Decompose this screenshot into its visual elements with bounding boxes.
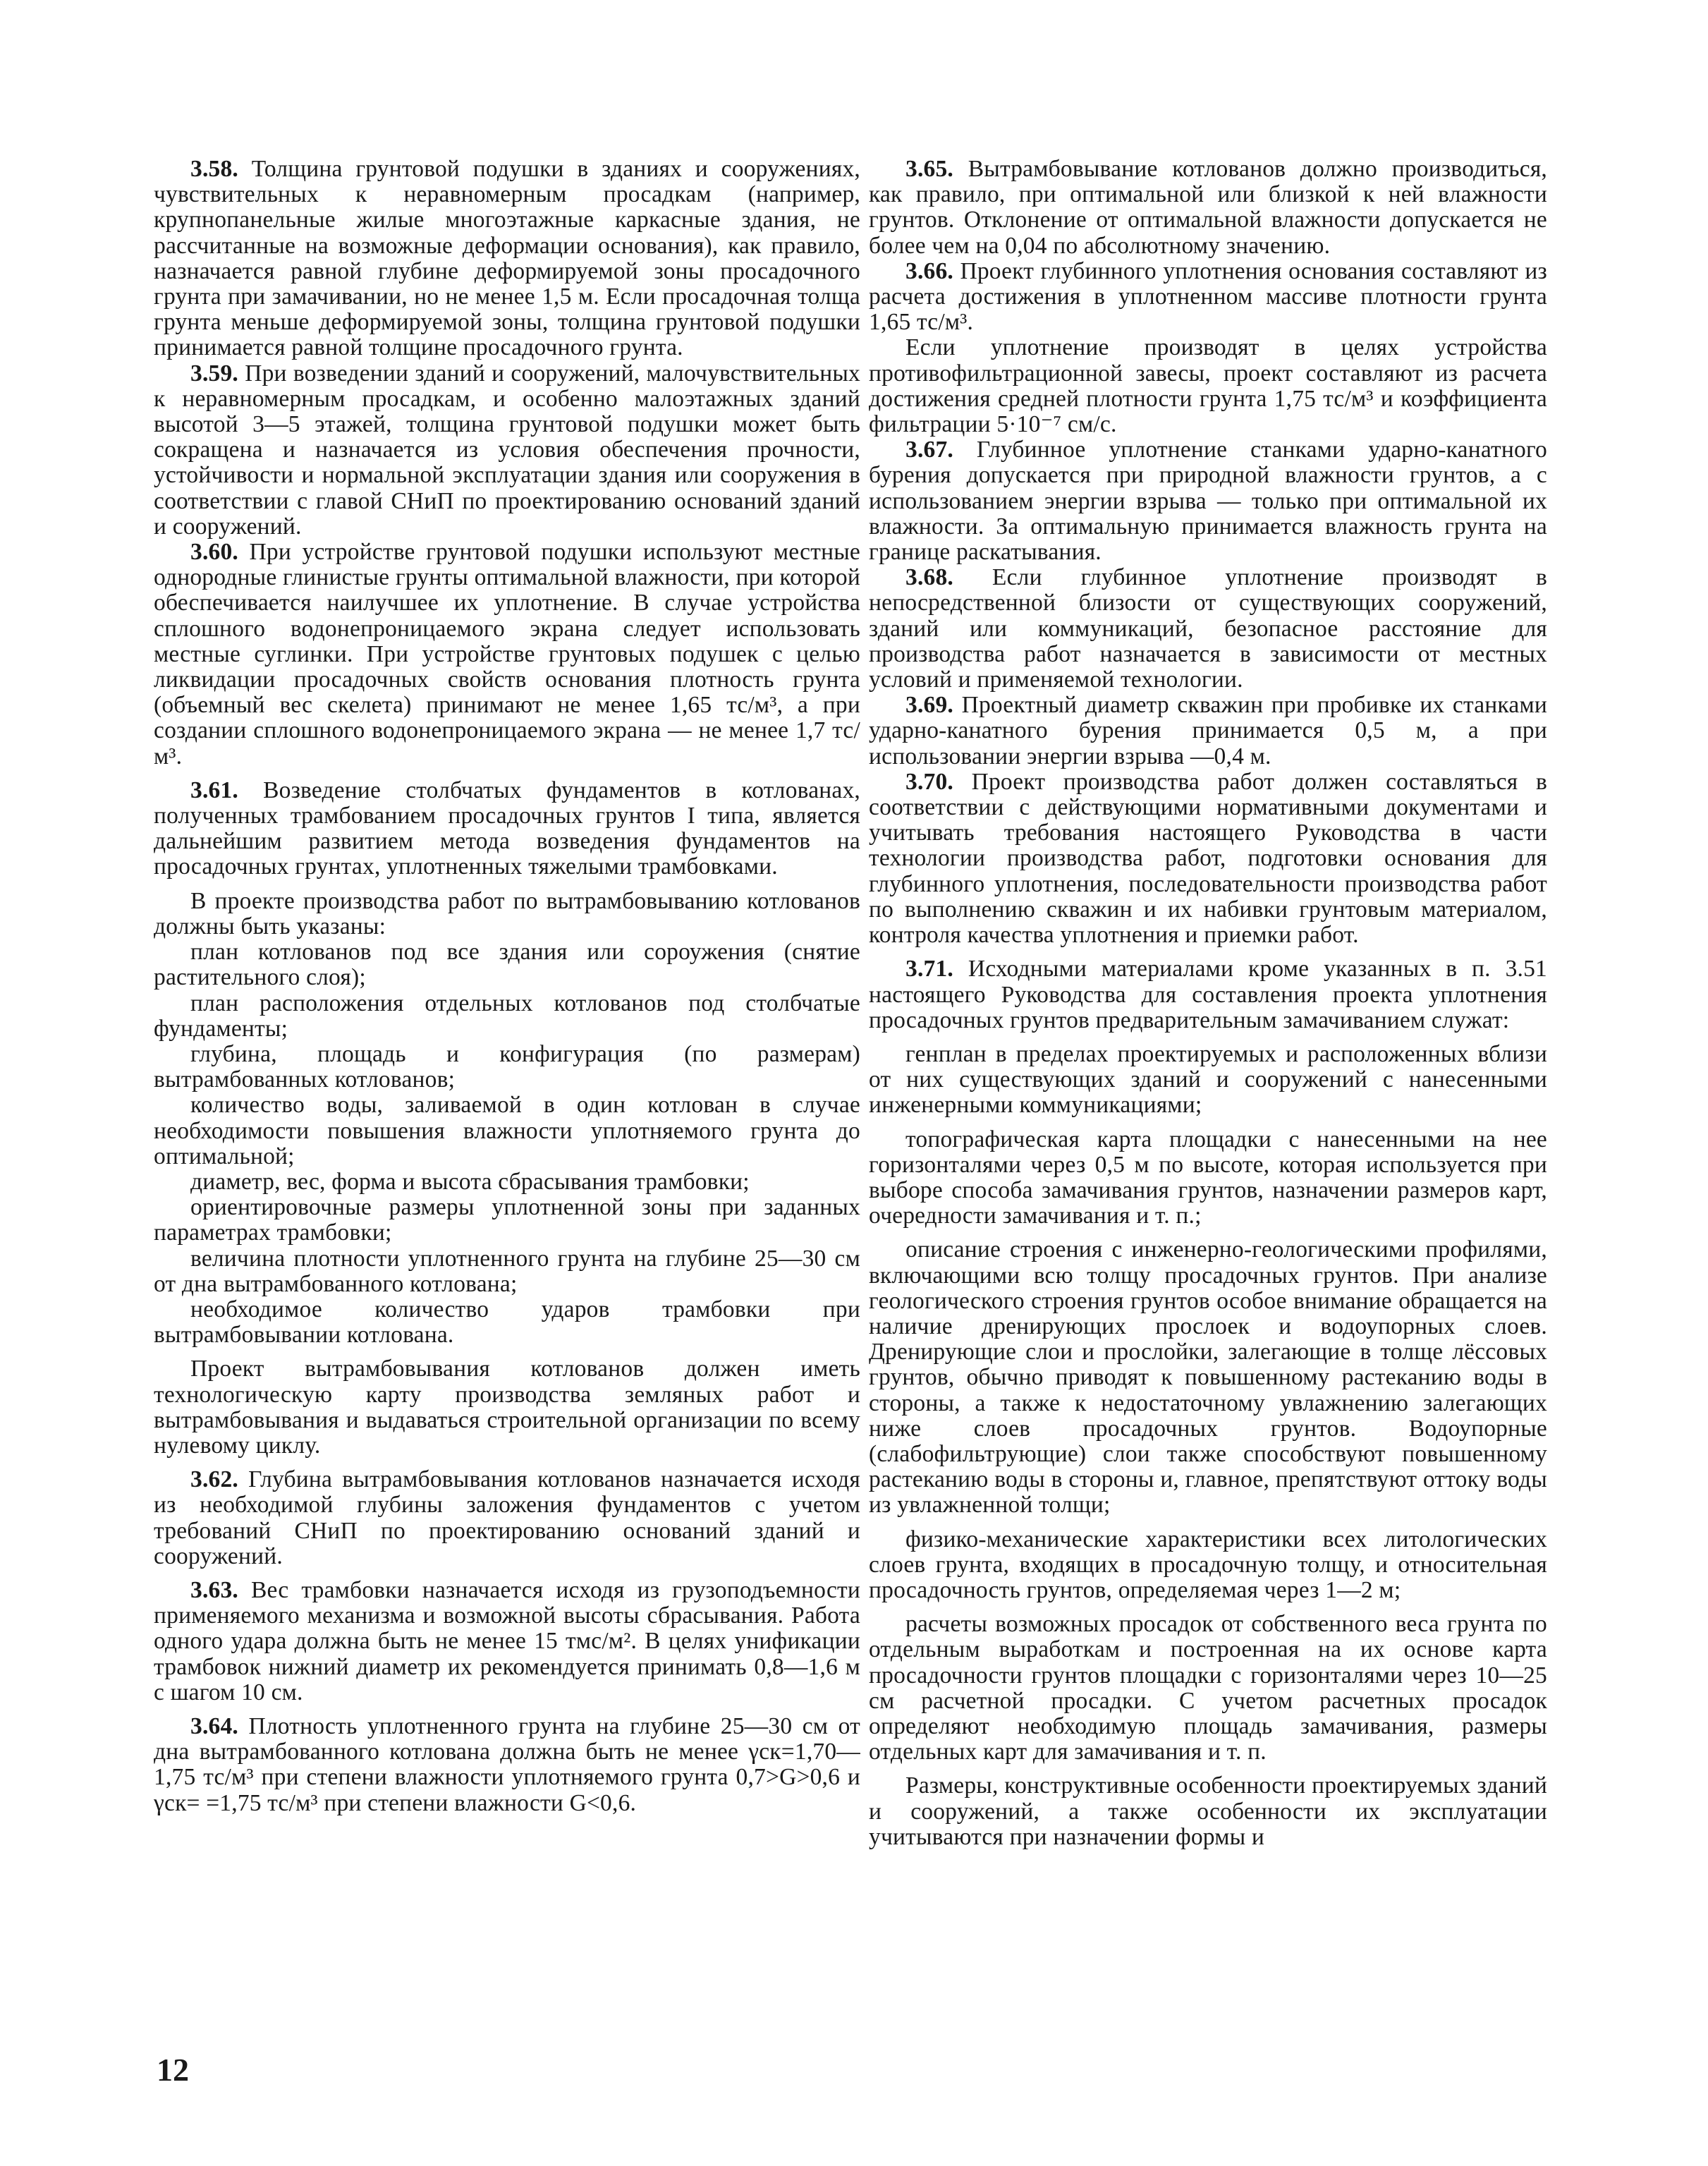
list-item-text: топографическая карта площадки с нанесенными на нее горизонталями через 0,5 м по высоте, которая используется при выборе способа замачивания грунтов, назначении размеров карт, очередности замачивания и т. п.; bbox=[869, 1126, 1547, 1229]
clause-number: 3.59. bbox=[190, 360, 238, 387]
paragraph-3-58 bbox=[154, 157, 860, 361]
paragraph-project-map bbox=[154, 1356, 860, 1459]
paragraph-3-68 bbox=[869, 565, 1547, 693]
list-item bbox=[154, 1169, 860, 1195]
clause-number: 3.67. bbox=[905, 437, 953, 463]
paragraph-3-63 bbox=[154, 1578, 860, 1705]
paragraph-text: Исходными материалами кроме указанных в п. 3.51 настоящего Руководства для составления проекта уплотнения просадочных грунтов предварительным замачиванием служат: bbox=[869, 956, 1547, 1033]
paragraph-text: Плотность уплотненного грунта на глубине 25—30 см от дна вытрамбованного котлована должна быть не менее γск=1,70—1,75 тс/м³ при степени влажности уплотняемого грунта 0,7>G>0,6 и γск= =1,75 тс/м³ при степени влажности G<0,6. bbox=[154, 1712, 861, 1816]
list-item-text: диаметр, вес, форма и высота сбрасывания трамбовки; bbox=[190, 1168, 750, 1195]
list-item-text: глубина, площадь и конфигурация (по размерам) вытрамбованных котлованов; bbox=[154, 1040, 860, 1093]
paragraph-text: Проектный диаметр скважин при пробивке их станками ударно-канатного бурения принимается 0,5 м, а при использовании энергии взрыва —0,4 м. bbox=[869, 692, 1547, 769]
clause-number: 3.62. bbox=[190, 1466, 238, 1493]
clause-number: 3.63. bbox=[190, 1576, 238, 1603]
paragraph-3-59 bbox=[154, 361, 860, 540]
list-item bbox=[154, 1195, 860, 1246]
list-item-text: генплан в пределах проектируемых и расположенных вблизи от них существующих зданий и сооружений с нанесенными инженерными коммуникациями; bbox=[869, 1040, 1547, 1119]
paragraph-text: Проект производства работ должен составляться в соответствии с действующими нормативными документами и учитывать требования настоящего Руководства в части технологии производства работ, подготовки основания для глубинного уплотнения, последовательности производства работ по выполнению скважин и их набивки грунтовым материалом, контроля качества уплотнения и приемки работ. bbox=[869, 768, 1547, 949]
list-item bbox=[154, 1042, 860, 1093]
clause-number: 3.60. bbox=[190, 539, 238, 566]
paragraph-3-60 bbox=[154, 540, 860, 769]
list-item-text: величина плотности уплотненного грунта на глубине 25—30 см от дна вытрамбованного котлована; bbox=[154, 1245, 860, 1297]
list-item-text: описание строения с инженерно-геологическими профилями, включающими всю толщу просадочных грунтов. При анализе геологического строения грунтов особое внимание обращается на наличие дренирующих прослоек и водоупорных слоев. Дренирующие слои и прослойки, залегающие в толще лёссовых грунтов, обычно приводят к повышенному растеканию воды в стороны, а также к недостаточному увлажнению залегающих ниже слоев просадочных грунтов. Водоупорные (слабофильтрующие) слои также способствуют повышенному растеканию воды в стороны и, главное, препятствуют оттоку воды из увлажненной толщи; bbox=[869, 1236, 1547, 1519]
left-column bbox=[154, 157, 860, 1816]
clause-number: 3.66. bbox=[905, 257, 953, 284]
clause-number: 3.71. bbox=[905, 956, 953, 982]
page-number: 12 bbox=[157, 2052, 189, 2088]
list-item-text: необходимое количество ударов трамбовки при вытрамбовывании котлована. bbox=[154, 1296, 860, 1349]
clause-number: 3.61. bbox=[190, 777, 238, 803]
paragraph-3-67 bbox=[869, 437, 1547, 565]
paragraph-text: Глубина вытрамбовывания котлованов назначается исходя из необходимой глубины заложения фундаментов с учетом требований СНиП по проектированию оснований зданий и сооружений. bbox=[154, 1466, 860, 1569]
clause-number: 3.69. bbox=[905, 692, 953, 719]
clause-number: 3.70. bbox=[905, 768, 953, 795]
paragraph-text: Вес трамбовки назначается исходя из грузоподъемности применяемого механизма и возможной высоты сбрасывания. Работа одного удара должна быть не менее 15 тмс/м². В целях унификации трамбовок нижний диаметр их рекомендуется принимать 0,8—1,6 м с шагом 10 см. bbox=[154, 1576, 860, 1705]
paragraph-text: Если уплотнение производят в целях устройства противофильтрационной завесы, проект составляют из расчета достижения средней плотности грунта 1,75 тс/м³ и коэффициента фильтрации 5·10⁻⁷ см/с. bbox=[869, 334, 1547, 438]
list-item bbox=[869, 1127, 1547, 1229]
list-item-text: количество воды, заливаемой в один котлован в случае необходимости повышения влажности уплотняемого грунта до оптимальной; bbox=[154, 1092, 860, 1169]
list-item bbox=[154, 1297, 860, 1348]
list-item bbox=[869, 1237, 1547, 1518]
paragraph-3-64 bbox=[154, 1714, 860, 1816]
list-item-text: расчеты возможных просадок от собственного веса грунта по отдельным выработкам и построенная на их основе карта просадочности грунтов площадки с горизонталями через 10—25 см расчетной просадки. С учетом расчетных просадок определяют необходимую площадь замачивания, размеры отдельных карт для замачивания и т. п. bbox=[869, 1611, 1547, 1765]
list-item bbox=[154, 939, 860, 990]
paragraph-text: Проект глубинного уплотнения основания составляют из расчета достижения в уплотненном массиве плотности грунта 1,65 тс/м³. bbox=[869, 257, 1547, 336]
paragraph-text: Возведение столбчатых фундаментов в котлованах, полученных трамбованием просадочных грунтов I типа, является дальнейшим развитием метода возведения фундаментов на просадочных грунтах, уплотненных тяжелыми трамбовками. bbox=[154, 777, 861, 880]
paragraph-3-65 bbox=[869, 157, 1547, 259]
list-item bbox=[154, 1093, 860, 1169]
list-item-text: ориентировочные размеры уплотненной зоны при заданных параметрах трамбовки; bbox=[154, 1194, 860, 1246]
list-item bbox=[869, 1527, 1547, 1604]
paragraph-text: Если глубинное уплотнение производят в непосредственной близости от существующих сооружений, зданий или коммуникаций, безопасное расстояние для производства работ назначается в зависимости от местных условий и применяемой технологии. bbox=[869, 564, 1548, 693]
paragraph-3-71 bbox=[869, 956, 1547, 1033]
list-item bbox=[154, 1246, 860, 1297]
clause-number: 3.64. bbox=[190, 1712, 238, 1739]
paragraph-3-70 bbox=[869, 769, 1547, 948]
clause-number: 3.58. bbox=[190, 156, 238, 182]
clause-number: 3.68. bbox=[905, 564, 953, 591]
paragraph-text: При устройстве грунтовой подушки используют местные однородные глинистые грунты оптимальной влажности, при которой обеспечивается наилучшее их уплотнение. В случае устройства сплошного водонепроницаемого экрана следует использовать местные суглинки. При устройстве грунтовых подушек с целью ликвидации просадочных свойств основания плотность грунта (объемный вес скелета) принимают не менее 1,65 тс/м³, а при создании сплошного водонепроницаемого экрана — не менее 1,7 тс/м³. bbox=[154, 539, 860, 769]
paragraph-3-66 bbox=[869, 259, 1547, 336]
paragraph-filtration bbox=[869, 335, 1547, 437]
paragraph-3-62 bbox=[154, 1467, 860, 1569]
list-item bbox=[869, 1042, 1547, 1119]
right-column bbox=[869, 157, 1547, 1850]
paragraph-text: Глубинное уплотнение станками ударно-канатного бурения допускается при природной влажности грунтов, а с использованием энергии взрыва — только при оптимальной их влажности. За оптимальную принимается влажность грунта на границе раскатывания. bbox=[869, 437, 1548, 566]
list-item-text: план котлованов под все здания или сороужения (снятие растительного слоя); bbox=[154, 939, 860, 991]
paragraph-text: Толщина грунтовой подушки в зданиях и сооружениях, чувствительных к неравномерным просадкам (например, крупнопанельные жилые многоэтажные каркасные здания, не рассчитанные на возможные деформации основания), как правило, назначается равной глубине деформируемой зоны просадочного грунта при замачивании, но не менее 1,5 м. Если просадочная толща грунта меньше деформируемой зоны, толщина грунтовой подушки принимается равной толщине просадочного грунта. bbox=[154, 156, 860, 361]
paragraph-3-61 bbox=[154, 778, 860, 880]
paragraph-text: Проект вытрамбовывания котлованов должен иметь технологическую карту производства земляных работ и вытрамбовывания и выдаваться строительной организации по всему нулевому циклу. bbox=[154, 1356, 860, 1459]
list-item-text: физико-механические характеристики всех литологических слоев грунта, входящих в просадочную толщу, и относительная просадочность грунтов, определяемая через 1—2 м; bbox=[869, 1526, 1547, 1603]
paragraph-3-69 bbox=[869, 693, 1547, 769]
paragraph-building-sizes bbox=[869, 1773, 1547, 1850]
clause-number: 3.65. bbox=[905, 156, 953, 182]
list-item bbox=[154, 991, 860, 1042]
paragraph-text: При возведении зданий и сооружений, малочувствительных к неравномерным просадкам, и особенно малоэтажных зданий высотой 3—5 этажей, толщина грунтовой подушки может быть сокращена и назначается из условия обеспечения прочности, устойчивости и нормальной эксплуатации здания или сооружения в соответствии с главой СНиП по проектированию оснований зданий и сооружений. bbox=[154, 360, 861, 540]
list-item bbox=[869, 1612, 1547, 1765]
paragraph-text: В проекте производства работ по вытрамбовыванию котлованов должны быть указаны: bbox=[154, 887, 860, 939]
list-item-text: план расположения отдельных котлованов под столбчатые фундаменты; bbox=[154, 990, 860, 1042]
paragraph-text: Размеры, конструктивные особенности проектируемых зданий и сооружений, а также особенности их эксплуатации учитываются при назначении формы и bbox=[869, 1772, 1547, 1850]
paragraph-project-intro bbox=[154, 889, 860, 939]
paragraph-text: Вытрамбовывание котлованов должно производиться, как правило, при оптимальной или близкой к ней влажности грунтов. Отклонение от оптимальной влажности допускается не более чем на 0,04 по абсолютному значению. bbox=[869, 156, 1548, 259]
